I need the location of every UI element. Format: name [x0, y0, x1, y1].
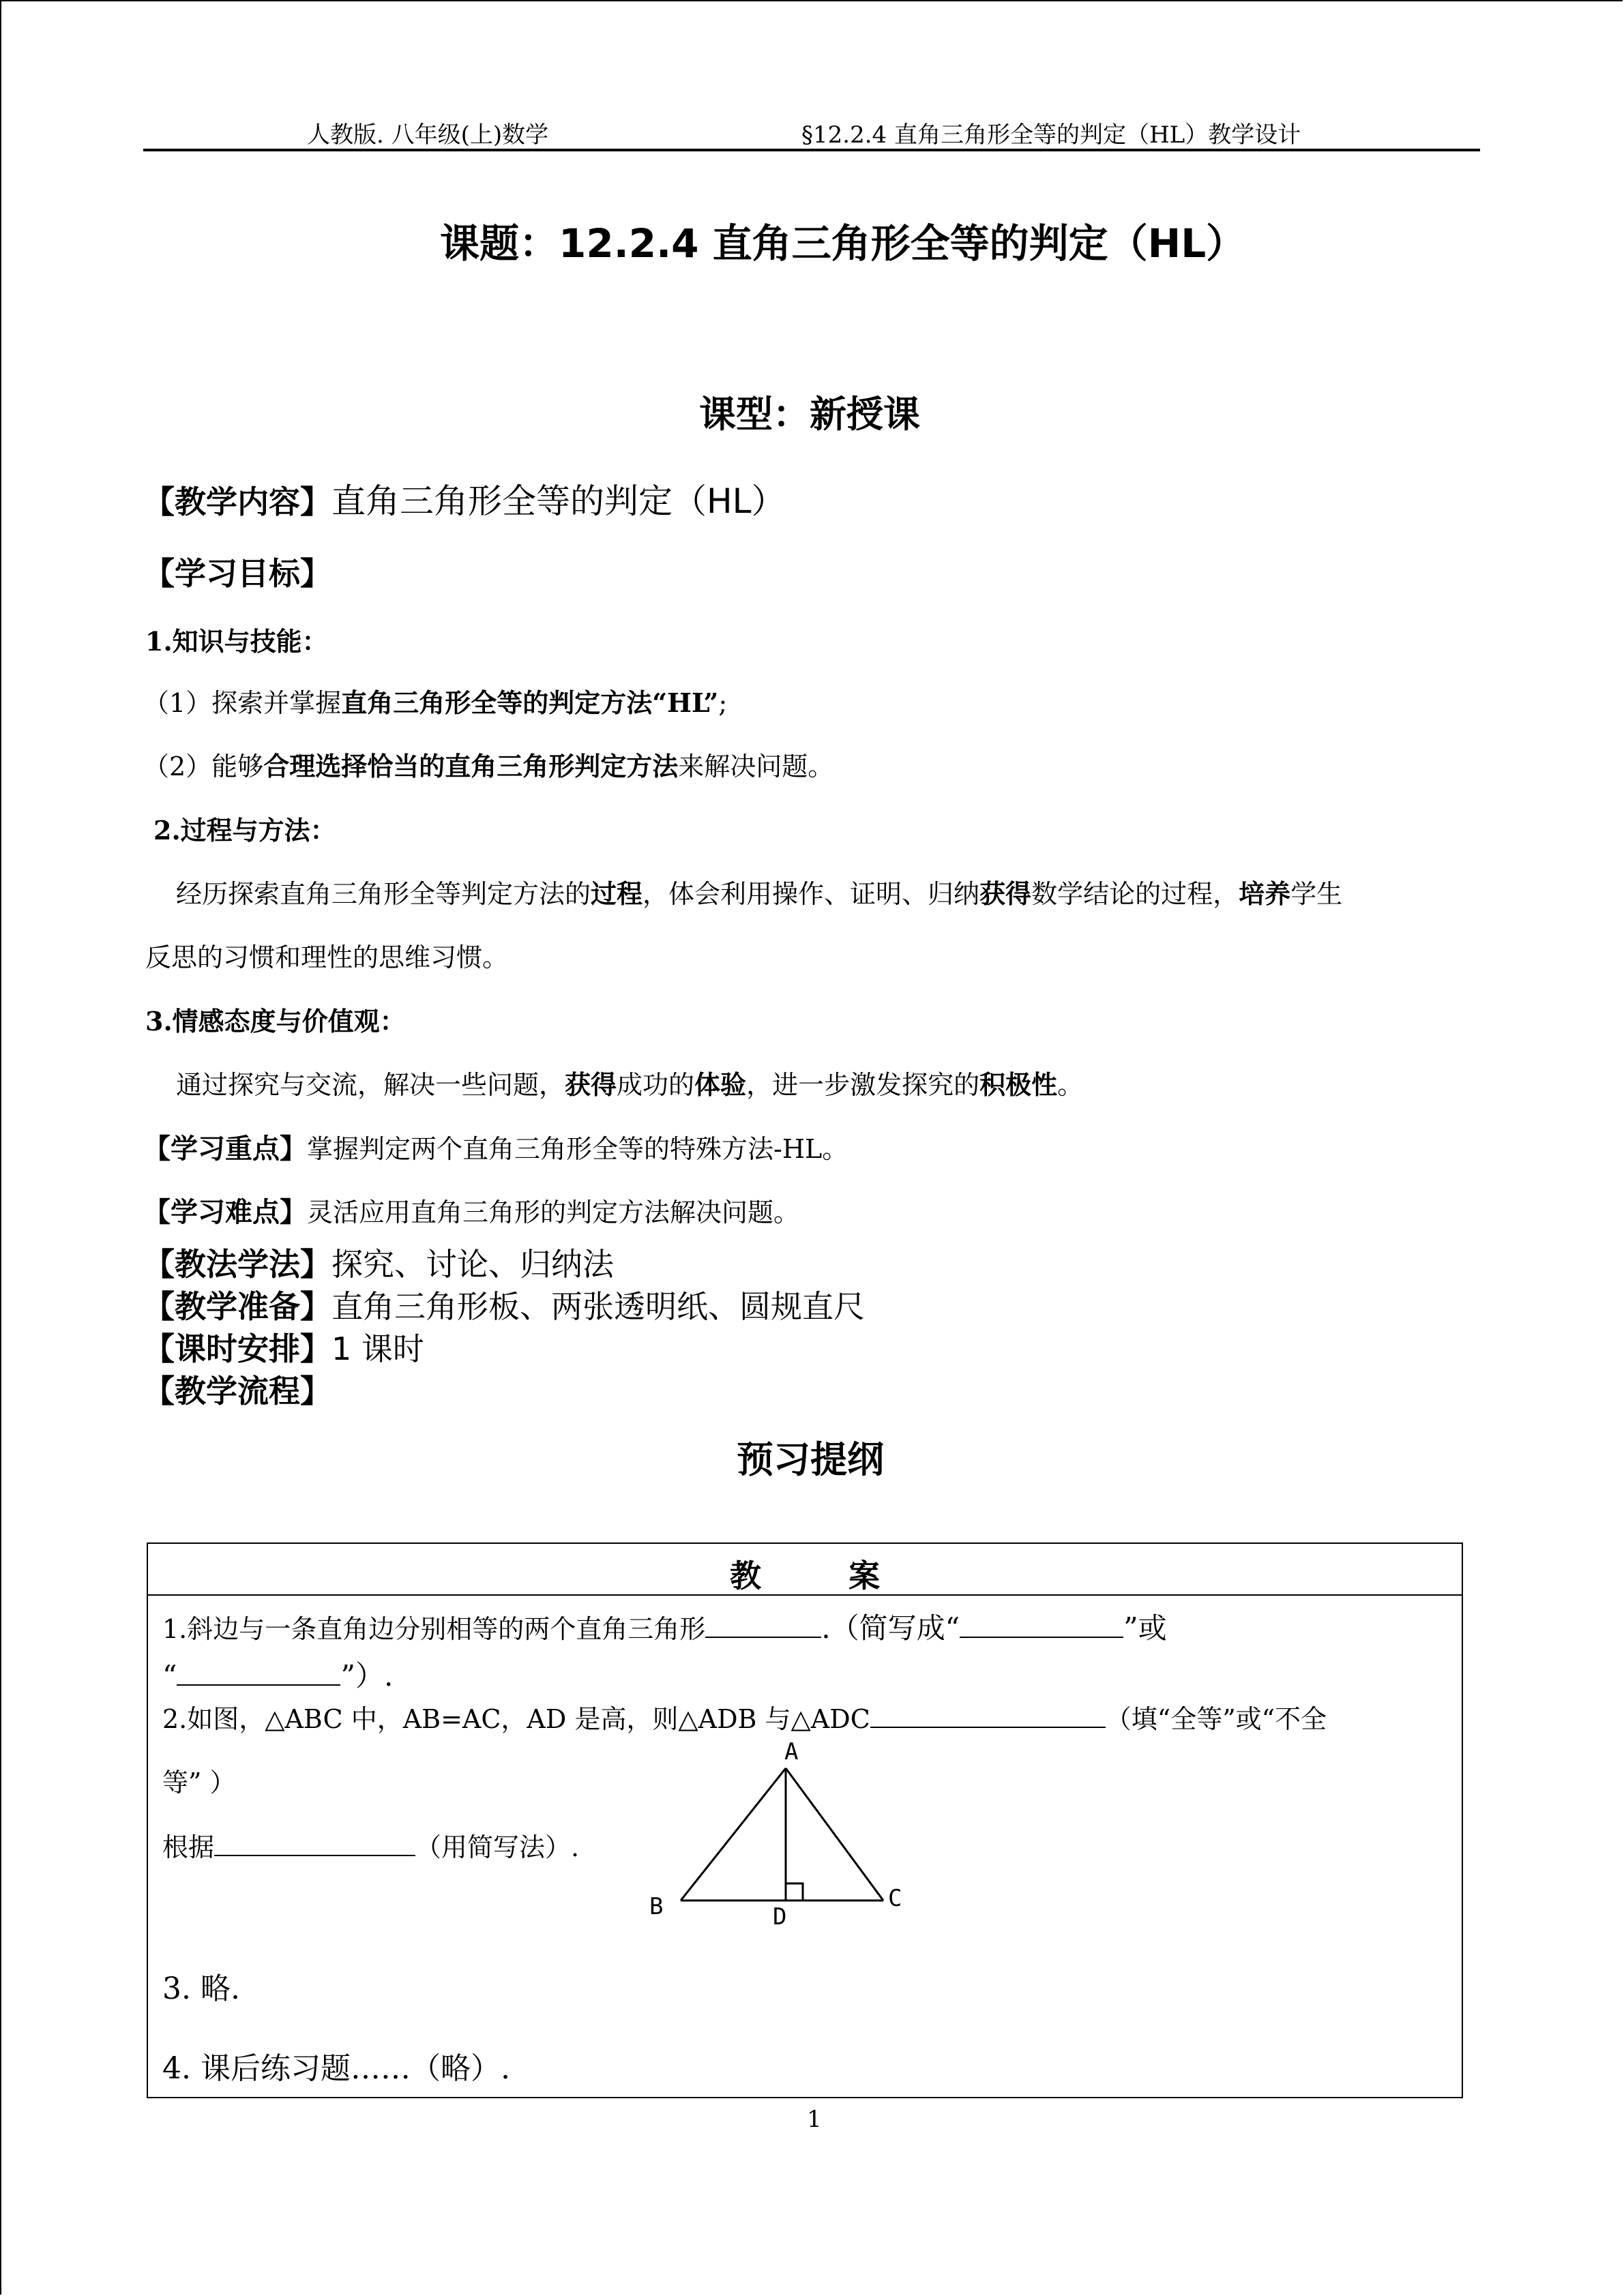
question-1: 1.斜边与一条直角边分别相等的两个直角三角形 .（简写成“ ”或 — [162, 1611, 1167, 1645]
side-ab — [681, 1768, 786, 1900]
question-1-cont: “ ”）. — [162, 1659, 394, 1693]
question-3: 3. 略. — [162, 1971, 240, 2006]
header-rule — [143, 149, 1480, 151]
side-ac — [786, 1768, 883, 1900]
difficulty: 【学习难点】灵活应用直角三角形的判定方法解决问题。 — [143, 1197, 800, 1228]
preparation: 【教学准备】直角三角形板、两张透明纸、圆规直尺 — [143, 1288, 865, 1325]
key-point: 【学习重点】掌握判定两个直角三角形全等的特殊方法-HL。 — [143, 1133, 848, 1165]
objectives-label: 【学习目标】 — [143, 555, 331, 592]
question-4: 4. 课后练习题……（略）. — [162, 2051, 510, 2086]
teaching-content-label: 【教学内容】 — [143, 483, 331, 520]
method: 【教法学法】探究、讨论、归纳法 — [143, 1246, 614, 1283]
teaching-content — [143, 474, 785, 523]
flow: 【教学流程】 — [143, 1373, 331, 1410]
objective-2-line1: 经历探索直角三角形全等判定方法的过程，体会利用操作、证明、归纳获得数学结论的过程，培养学生 — [176, 878, 1343, 909]
table-header: 教 案 — [730, 1557, 881, 1594]
vertex-c-label: C — [888, 1885, 902, 1912]
vertex-a-label: A — [784, 1738, 799, 1765]
triangle-figure — [641, 1735, 928, 1933]
page-number: 1 — [807, 2106, 822, 2133]
answer-blank-2[interactable] — [960, 1611, 1123, 1638]
lesson-type: 课型：新授课 — [699, 393, 920, 436]
question-2-cont: 等” ） — [162, 1768, 236, 1798]
question-2b: 根据 （用简写法）. — [162, 1826, 579, 1864]
teaching-content-text: 直角三角形全等的判定（HL） — [331, 481, 786, 521]
objective-3-line: 通过探究与交流，解决一些问题，获得成功的体验，进一步激发探究的积极性。 — [176, 1069, 1084, 1100]
page-title: 课题：12.2.4 直角三角形全等的判定（HL） — [440, 220, 1246, 267]
outline-title: 预习提纲 — [737, 1438, 884, 1481]
objective-2-title: 2.过程与方法： — [153, 815, 336, 846]
header-left: 人教版. 八年级(上)数学 — [307, 121, 549, 149]
answer-blank-3[interactable] — [177, 1658, 340, 1686]
answer-blank-5[interactable] — [214, 1829, 415, 1856]
schedule: 【课时安排】1 课时 — [143, 1330, 424, 1367]
objective-1-1: （1）探索并掌握直角三角形全等的判定方法“HL”; — [143, 687, 728, 718]
vertex-d-label: D — [773, 1903, 787, 1930]
vertex-b-label: B — [649, 1893, 664, 1920]
objective-1-2: （2）能够合理选择恰当的直角三角形判定方法来解决问题。 — [143, 751, 834, 781]
objective-1-title: 1.知识与技能： — [145, 626, 328, 657]
header-right: §12.2.4 直角三角形全等的判定（HL）教学设计 — [801, 121, 1301, 149]
question-2: 2.如图，△ABC 中，AB=AC，AD 是高，则△ADB 与△ADC （填“全等”或“不全 — [162, 1698, 1327, 1735]
answer-blank-1[interactable] — [705, 1611, 821, 1638]
objective-2-line2: 反思的习惯和理性的思维习惯。 — [145, 942, 509, 972]
right-angle-mark — [786, 1883, 803, 1900]
objective-3-title: 3.情感态度与价值观： — [145, 1006, 406, 1037]
answer-blank-4[interactable] — [870, 1701, 1106, 1728]
